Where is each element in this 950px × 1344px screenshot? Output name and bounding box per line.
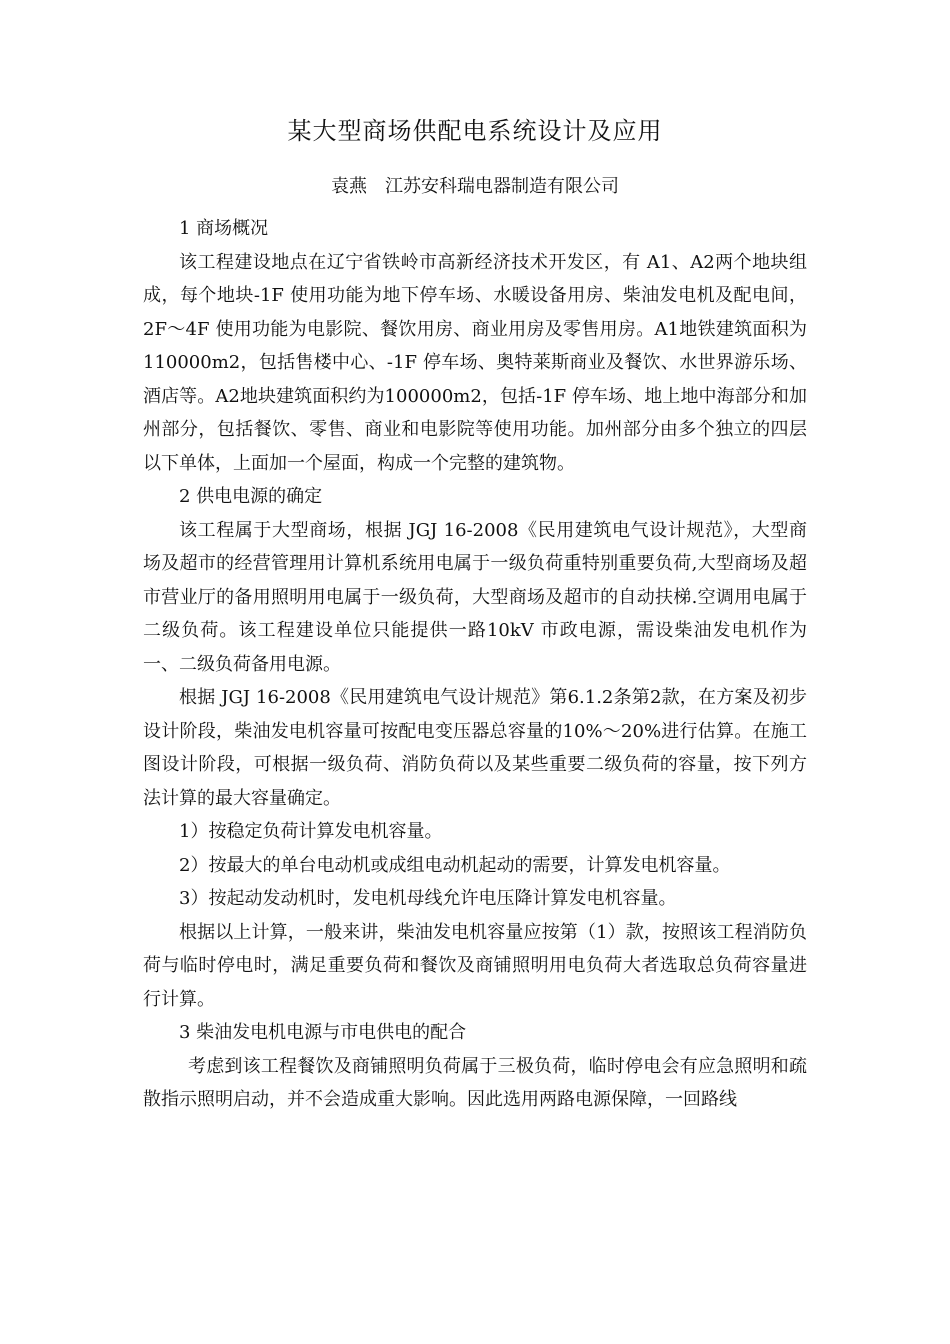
list-item-1: 1）按稳定负荷计算发电机容量。 xyxy=(179,821,443,842)
section-heading-1: 1 商场概况 xyxy=(179,218,269,239)
paragraph-power-source: 该工程属于大型商场，根据 JGJ 16-2008《民用建筑电气设计规范》，大型商场及超市的经营管理用计算机系统用电属于一级负荷重特别重要负荷,大型商场及超市营业厅的备用照明用电属于一级负荷，大型商场及超市的自动扶梯.空调用电属于二级负荷。该工程建设单位只能提供一路10kV 市政电源，需设柴油发电机作为一、二级负荷备用电源。 xyxy=(143,519,807,675)
paragraph-generator-capacity: 根据 JGJ 16-2008《民用建筑电气设计规范》第6.1.2条第2款，在方案及初步设计阶段，柴油发电机容量可按配电变压器总容量的10%～20%进行估算。在施工图设计阶段，可根据一级负荷、消防负荷以及某些重要二级负荷的容量，按下列方法计算的最大容量确定。 xyxy=(143,687,807,809)
document-body xyxy=(143,212,807,1117)
section-heading-2: 2 供电电源的确定 xyxy=(179,486,323,507)
paragraph-calculation: 根据以上计算，一般来讲，柴油发电机容量应按第（1）款，按照该工程消防负荷与临时停电时，满足重要负荷和餐饮及商铺照明用电负荷大者选取总负荷容量进行计算。 xyxy=(143,921,807,1010)
paragraph-overview: 该工程建设地点在辽宁省铁岭市高新经济技术开发区，有 A1、A2两个地块组成，每个地块-1F 使用功能为地下停车场、水暖设备用房、柴油发电机及配电间，2F～4F 使用功能为电影院、餐饮用房、商业用房及零售用房。A1地铁建筑面积为110000m2，包括售楼中心、-1F 停车场、奥特莱斯商业及餐饮、水世界游乐场、酒店等。A2地块建筑面积约为100000m2，包括-1F 停车场、地上地中海部分和加州部分，包括餐饮、零售、商业和电影院等使用功能。加州部分由多个独立的四层以下单体，上面加一个屋面，构成一个完整的建筑物。 xyxy=(143,251,807,474)
list-item-3: 3）按起动发动机时，发电机母线允许电压降计算发电机容量。 xyxy=(179,888,677,909)
author-line xyxy=(0,173,950,201)
list-item-2: 2）按最大的单台电动机或成组电动机起动的需要，计算发电机容量。 xyxy=(179,854,731,876)
author-name: 袁燕 xyxy=(331,176,367,197)
paragraph-coordination: 考虑到该工程餐饮及商铺照明负荷属于三极负荷，临时停电会有应急照明和疏散指示照明启动，并不会造成重大影响。因此选用两路电源保障，一回路线 xyxy=(143,1055,807,1110)
section-heading-3: 3 柴油发电机电源与市电供电的配合 xyxy=(179,1022,467,1043)
author-affiliation: 江苏安科瑞电器制造有限公司 xyxy=(385,176,619,197)
document-title: 某大型商场供配电系统设计及应用 xyxy=(287,117,663,145)
